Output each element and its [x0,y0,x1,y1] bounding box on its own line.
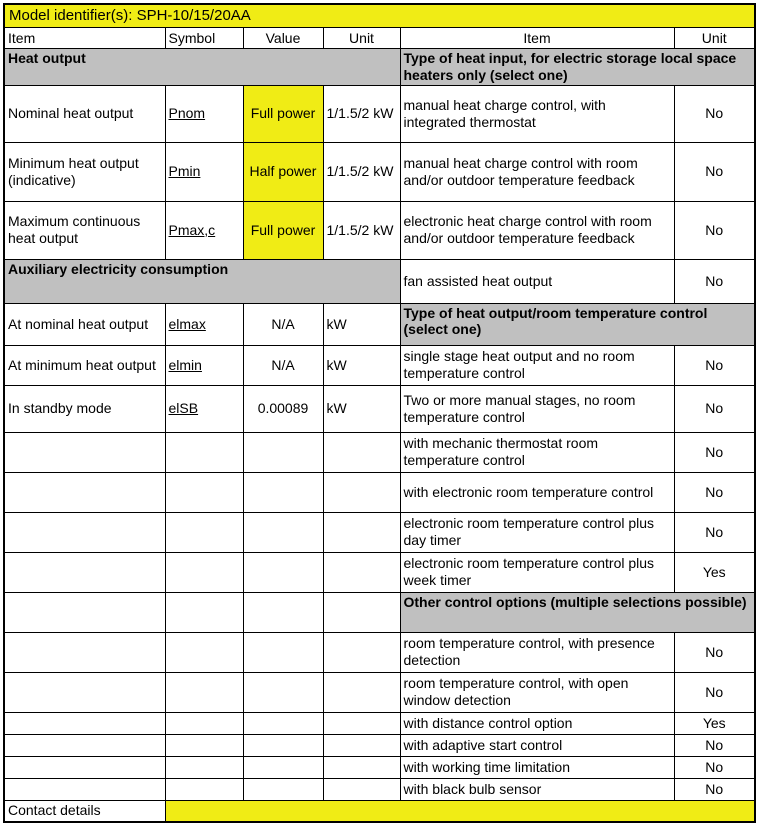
cell-symbol [165,512,243,552]
table-row [4,49,755,86]
cell-item-right: manual heat charge control, with integrated thermostat [400,85,674,142]
contact-details-value [165,800,755,822]
cell-value [243,734,323,756]
model-identifier-label: Model identifier(s): [9,7,133,24]
cell-unit-left [323,672,400,712]
cell-item-left [4,552,165,592]
table-row [4,201,755,259]
cell-item-left: At nominal heat output [4,303,165,345]
cell-symbol [165,592,243,632]
cell-unit-right: No [674,345,755,385]
table-row [4,672,755,712]
cell-item-left: At minimum heat output [4,345,165,385]
cell-value [243,672,323,712]
cell-item-right: with black bulb sensor [400,778,674,800]
cell-unit-left [323,592,400,632]
cell-symbol: Pnom [165,85,243,142]
cell-unit-right: No [674,201,755,259]
cell-unit-left [323,734,400,756]
cell-unit-left [323,632,400,672]
cell-item-left [4,592,165,632]
cell-item-right: room temperature control, with open window detection [400,672,674,712]
cell-unit-left: kW [323,385,400,432]
cell-value [243,712,323,734]
cell-value-highlight: Full power [243,201,323,259]
cell-item-left [4,472,165,512]
cell-item-left [4,712,165,734]
cell-symbol: elmin [165,345,243,385]
cell-unit-left [323,778,400,800]
cell-unit-right: No [674,472,755,512]
table-row [4,512,755,552]
cell-item-right: with working time limitation [400,756,674,778]
cell-unit-right: No [674,512,755,552]
column-header-value: Value [243,28,323,49]
section-header-aux-electricity: Auxiliary electricity consumption [4,259,400,303]
column-header-item-left: Item [4,28,165,49]
section-header-temp-control: Type of heat output/room temperature control (select one) [400,303,755,345]
table-row [4,778,755,800]
table-row [4,345,755,385]
cell-unit-left: kW [323,345,400,385]
table-row [4,85,755,142]
cell-item-left: Nominal heat output [4,85,165,142]
cell-item-right: with distance control option [400,712,674,734]
cell-symbol [165,734,243,756]
table-row [4,632,755,672]
section-header-other-options: Other control options (multiple selections possible) [400,592,755,632]
cell-unit-left [323,756,400,778]
cell-unit-left: kW [323,303,400,345]
cell-value [243,592,323,632]
cell-value: 0.00089 [243,385,323,432]
cell-unit-right: No [674,778,755,800]
cell-unit-right: No [674,432,755,472]
cell-value [243,778,323,800]
section-header-heat-input: Type of heat input, for electric storage local space heaters only (select one) [400,49,755,86]
table-row [4,552,755,592]
cell-unit-right: No [674,632,755,672]
cell-item-left [4,672,165,712]
cell-symbol [165,778,243,800]
cell-value [243,756,323,778]
cell-item-left [4,778,165,800]
cell-unit-right: No [674,259,755,303]
table-row [4,800,755,822]
table-row [4,303,755,345]
cell-unit-left: 1/1.5/2 kW [323,85,400,142]
cell-symbol [165,712,243,734]
column-header-symbol: Symbol [165,28,243,49]
table-row [4,432,755,472]
cell-item-left [4,734,165,756]
table-row [4,472,755,512]
column-header-unit-left: Unit [323,28,400,49]
cell-value [243,472,323,512]
cell-item-left [4,632,165,672]
cell-item-right: single stage heat output and no room temperature control [400,345,674,385]
cell-item-right: electronic room temperature control plus day timer [400,512,674,552]
cell-symbol [165,432,243,472]
table-header-row [4,28,755,49]
cell-unit-left [323,472,400,512]
cell-symbol [165,672,243,712]
cell-unit-right: Yes [674,712,755,734]
cell-item-right: manual heat charge control with room and/or outdoor temperature feedback [400,142,674,201]
cell-item-right: electronic room temperature control plus week timer [400,552,674,592]
cell-unit-right: No [674,85,755,142]
cell-symbol: Pmax,c [165,201,243,259]
cell-item-right: with electronic room temperature control [400,472,674,512]
column-header-item-right: Item [400,28,674,49]
table-row [4,259,755,303]
cell-item-right: room temperature control, with presence detection [400,632,674,672]
cell-item-left: Minimum heat output (indicative) [4,142,165,201]
model-identifier-value: SPH-10/15/20AA [136,7,251,24]
cell-symbol: elSB [165,385,243,432]
table-row [4,142,755,201]
cell-item-right: Two or more manual stages, no room temperature control [400,385,674,432]
table-row [4,592,755,632]
cell-value [243,632,323,672]
cell-value-highlight: Full power [243,85,323,142]
cell-symbol [165,756,243,778]
cell-symbol [165,472,243,512]
table-row [4,4,755,28]
cell-value: N/A [243,345,323,385]
cell-item-right: fan assisted heat output [400,259,674,303]
table-row [4,712,755,734]
cell-value: N/A [243,303,323,345]
cell-item-left [4,512,165,552]
cell-unit-right: No [674,385,755,432]
cell-value [243,552,323,592]
model-identifier-cell [4,4,755,28]
cell-unit-left [323,432,400,472]
cell-unit-left [323,712,400,734]
cell-symbol [165,632,243,672]
column-header-unit-right: Unit [674,28,755,49]
contact-details-label: Contact details [4,800,165,822]
cell-unit-right: Yes [674,552,755,592]
cell-unit-right: No [674,142,755,201]
cell-unit-right: No [674,756,755,778]
cell-value [243,432,323,472]
cell-unit-right: No [674,734,755,756]
table-row [4,734,755,756]
cell-item-left: Maximum continuous heat output [4,201,165,259]
section-header-heat-output: Heat output [4,49,400,86]
cell-unit-left: 1/1.5/2 kW [323,201,400,259]
cell-value-highlight: Half power [243,142,323,201]
cell-unit-left [323,512,400,552]
cell-item-right: with adaptive start control [400,734,674,756]
cell-item-left [4,432,165,472]
cell-symbol: elmax [165,303,243,345]
cell-unit-left [323,552,400,592]
cell-item-right: with mechanic thermostat room temperature control [400,432,674,472]
cell-unit-left: 1/1.5/2 kW [323,142,400,201]
cell-symbol [165,552,243,592]
cell-item-right: electronic heat charge control with room and/or outdoor temperature feedback [400,201,674,259]
product-fiche-table [3,3,756,823]
table-row [4,385,755,432]
table-row [4,756,755,778]
cell-item-left: In standby mode [4,385,165,432]
cell-unit-right: No [674,672,755,712]
cell-symbol: Pmin [165,142,243,201]
cell-value [243,512,323,552]
cell-item-left [4,756,165,778]
